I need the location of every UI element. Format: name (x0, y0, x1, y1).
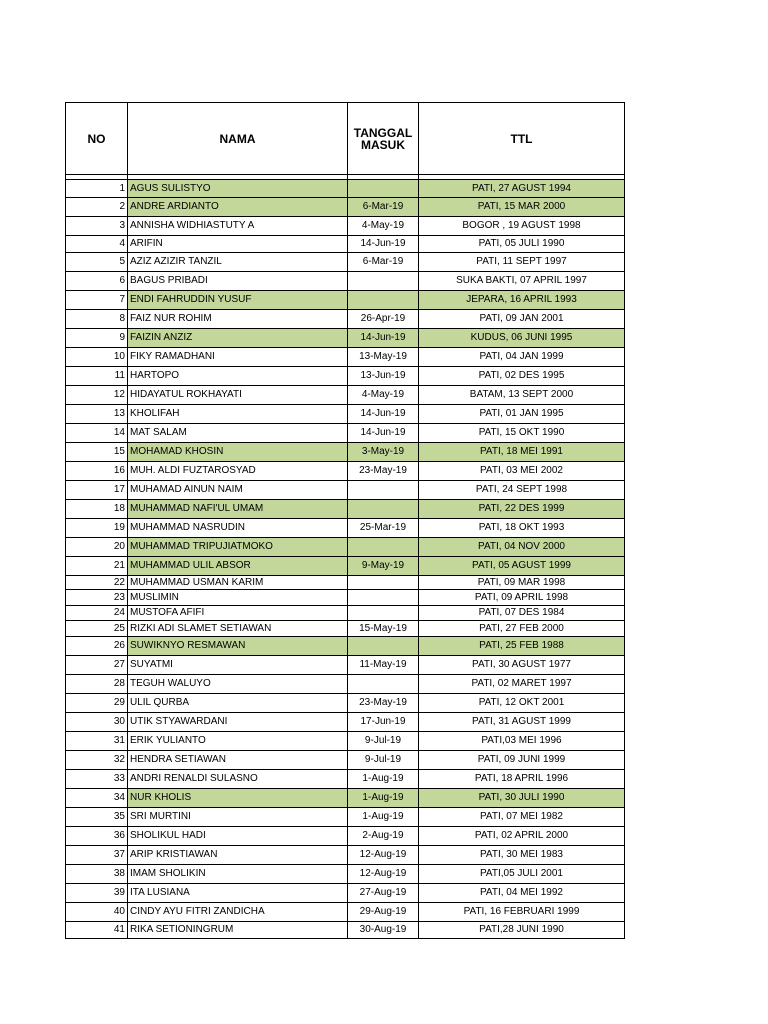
cell-tanggal-masuk: 30-Aug-19 (348, 922, 419, 939)
cell-no: 11 (66, 367, 128, 386)
table-row (66, 637, 625, 656)
table-row (66, 272, 625, 291)
table-row (66, 180, 625, 198)
cell-no: 22 (66, 576, 128, 590)
table-row (66, 713, 625, 732)
cell-ttl: PATI, 11 SEPT 1997 (419, 253, 625, 272)
cell-nama: MUHAMAD AINUN NAIM (128, 481, 348, 500)
table-row (66, 500, 625, 519)
table-body (66, 175, 625, 939)
cell-tanggal-masuk (348, 576, 419, 590)
cell-tanggal-masuk: 12-Aug-19 (348, 846, 419, 865)
cell-tanggal-masuk: 25-Mar-19 (348, 519, 419, 538)
cell-nama: MOHAMAD KHOSIN (128, 443, 348, 462)
table-row (66, 443, 625, 462)
cell-ttl: PATI, 30 MEI 1983 (419, 846, 625, 865)
cell-tanggal-masuk: 14-Jun-19 (348, 424, 419, 443)
cell-no: 15 (66, 443, 128, 462)
cell-ttl: PATI, 27 FEB 2000 (419, 621, 625, 637)
cell-ttl: PATI, 07 MEI 1982 (419, 808, 625, 827)
cell-no: 26 (66, 637, 128, 656)
cell-ttl: PATI, 02 APRIL 2000 (419, 827, 625, 846)
cell-ttl: PATI, 05 JULI 1990 (419, 236, 625, 253)
cell-no: 8 (66, 310, 128, 329)
cell-nama: FIKY RAMADHANI (128, 348, 348, 367)
cell-no: 6 (66, 272, 128, 291)
cell-ttl: PATI, 09 MAR 1998 (419, 576, 625, 590)
header-ttl: TTL (419, 103, 625, 175)
table-row (66, 827, 625, 846)
cell-tanggal-masuk: 26-Apr-19 (348, 310, 419, 329)
table-row (66, 903, 625, 922)
cell-no: 2 (66, 198, 128, 217)
table-row (66, 590, 625, 606)
cell-nama: NUR KHOLIS (128, 789, 348, 808)
header-row (66, 103, 625, 175)
cell-no: 40 (66, 903, 128, 922)
cell-ttl: PATI, 18 MEI 1991 (419, 443, 625, 462)
header-tanggal-line1: TANGGAL (353, 125, 413, 140)
cell-no: 1 (66, 180, 128, 198)
cell-no: 38 (66, 865, 128, 884)
cell-nama: MUH. ALDI FUZTAROSYAD (128, 462, 348, 481)
cell-tanggal-masuk: 2-Aug-19 (348, 827, 419, 846)
table-row (66, 732, 625, 751)
cell-ttl: PATI, 02 MARET 1997 (419, 675, 625, 694)
cell-no: 4 (66, 236, 128, 253)
table-row (66, 424, 625, 443)
cell-ttl: PATI, 31 AGUST 1999 (419, 713, 625, 732)
cell-nama: TEGUH WALUYO (128, 675, 348, 694)
table-row (66, 348, 625, 367)
cell-ttl: PATI,05 JULI 2001 (419, 865, 625, 884)
cell-tanggal-masuk (348, 291, 419, 310)
cell-ttl: PATI, 30 JULI 1990 (419, 789, 625, 808)
employee-table (65, 102, 625, 939)
cell-nama: ULIL QURBA (128, 694, 348, 713)
cell-tanggal-masuk (348, 500, 419, 519)
cell-no: 33 (66, 770, 128, 789)
cell-no: 18 (66, 500, 128, 519)
table-row (66, 694, 625, 713)
cell-nama: MUHAMMAD NASRUDIN (128, 519, 348, 538)
cell-ttl: PATI, 04 NOV 2000 (419, 538, 625, 557)
cell-tanggal-masuk: 4-May-19 (348, 217, 419, 236)
cell-nama: RIZKI ADI SLAMET SETIAWAN (128, 621, 348, 637)
cell-nama: ERIK YULIANTO (128, 732, 348, 751)
cell-nama: MAT SALAM (128, 424, 348, 443)
cell-nama: HARTOPO (128, 367, 348, 386)
cell-ttl: PATI,03 MEI 1996 (419, 732, 625, 751)
table-row (66, 310, 625, 329)
table-row (66, 198, 625, 217)
header-no: NO (66, 103, 128, 175)
cell-no: 9 (66, 329, 128, 348)
cell-nama: SUYATMI (128, 656, 348, 675)
header-nama: NAMA (128, 103, 348, 175)
cell-no: 23 (66, 590, 128, 606)
cell-ttl: PATI, 09 APRIL 1998 (419, 590, 625, 606)
cell-tanggal-masuk (348, 606, 419, 621)
cell-no: 5 (66, 253, 128, 272)
cell-no: 27 (66, 656, 128, 675)
cell-no: 10 (66, 348, 128, 367)
cell-nama: SUWIKNYO RESMAWAN (128, 637, 348, 656)
cell-ttl: PATI, 07 DES 1984 (419, 606, 625, 621)
cell-no: 21 (66, 557, 128, 576)
table-row (66, 367, 625, 386)
cell-no: 39 (66, 884, 128, 903)
table-row (66, 462, 625, 481)
cell-nama: UTIK STYAWARDANI (128, 713, 348, 732)
cell-ttl: PATI, 03 MEI 2002 (419, 462, 625, 481)
cell-ttl: PATI, 04 JAN 1999 (419, 348, 625, 367)
cell-ttl: PATI, 22 DES 1999 (419, 500, 625, 519)
table-row (66, 253, 625, 272)
cell-tanggal-masuk: 29-Aug-19 (348, 903, 419, 922)
cell-nama: MUHAMMAD NAFI'UL UMAM (128, 500, 348, 519)
cell-nama: SHOLIKUL HADI (128, 827, 348, 846)
cell-tanggal-masuk (348, 637, 419, 656)
table-row (66, 217, 625, 236)
cell-ttl: PATI, 16 FEBRUARI 1999 (419, 903, 625, 922)
cell-no: 3 (66, 217, 128, 236)
cell-no: 32 (66, 751, 128, 770)
cell-no: 7 (66, 291, 128, 310)
cell-tanggal-masuk: 14-Jun-19 (348, 329, 419, 348)
cell-tanggal-masuk: 9-Jul-19 (348, 751, 419, 770)
table-row (66, 291, 625, 310)
cell-nama: ARIFIN (128, 236, 348, 253)
cell-tanggal-masuk: 1-Aug-19 (348, 789, 419, 808)
cell-tanggal-masuk: 9-May-19 (348, 557, 419, 576)
table-row (66, 236, 625, 253)
cell-nama: AZIZ AZIZIR TANZIL (128, 253, 348, 272)
cell-no: 31 (66, 732, 128, 751)
table-row (66, 519, 625, 538)
table-row (66, 865, 625, 884)
cell-no: 24 (66, 606, 128, 621)
cell-no: 30 (66, 713, 128, 732)
cell-tanggal-masuk: 13-Jun-19 (348, 367, 419, 386)
cell-nama: BAGUS PRIBADI (128, 272, 348, 291)
cell-nama: AGUS SULISTYO (128, 180, 348, 198)
header-tanggal-masuk (348, 103, 419, 175)
cell-no: 19 (66, 519, 128, 538)
cell-tanggal-masuk: 23-May-19 (348, 462, 419, 481)
table-row (66, 846, 625, 865)
cell-ttl: JEPARA, 16 APRIL 1993 (419, 291, 625, 310)
cell-tanggal-masuk (348, 675, 419, 694)
cell-nama: MUHAMMAD ULIL ABSOR (128, 557, 348, 576)
cell-ttl: BATAM, 13 SEPT 2000 (419, 386, 625, 405)
cell-no: 25 (66, 621, 128, 637)
table-row (66, 770, 625, 789)
cell-tanggal-masuk: 1-Aug-19 (348, 808, 419, 827)
cell-tanggal-masuk: 17-Jun-19 (348, 713, 419, 732)
cell-nama: ENDI FAHRUDDIN YUSUF (128, 291, 348, 310)
cell-ttl: PATI, 24 SEPT 1998 (419, 481, 625, 500)
cell-nama: HIDAYATUL ROKHAYATI (128, 386, 348, 405)
cell-tanggal-masuk: 14-Jun-19 (348, 405, 419, 424)
cell-tanggal-masuk: 12-Aug-19 (348, 865, 419, 884)
cell-tanggal-masuk: 9-Jul-19 (348, 732, 419, 751)
cell-tanggal-masuk: 23-May-19 (348, 694, 419, 713)
cell-ttl: PATI, 05 AGUST 1999 (419, 557, 625, 576)
table-row (66, 386, 625, 405)
cell-nama: ITA LUSIANA (128, 884, 348, 903)
cell-nama: MUHAMMAD USMAN KARIM (128, 576, 348, 590)
cell-ttl: PATI, 25 FEB 1988 (419, 637, 625, 656)
cell-ttl: PATI, 01 JAN 1995 (419, 405, 625, 424)
cell-no: 17 (66, 481, 128, 500)
cell-no: 12 (66, 386, 128, 405)
cell-no: 34 (66, 789, 128, 808)
cell-nama: ARIP KRISTIAWAN (128, 846, 348, 865)
cell-tanggal-masuk: 27-Aug-19 (348, 884, 419, 903)
cell-tanggal-masuk: 6-Mar-19 (348, 253, 419, 272)
cell-tanggal-masuk: 15-May-19 (348, 621, 419, 637)
cell-tanggal-masuk (348, 590, 419, 606)
cell-nama: ANDRE ARDIANTO (128, 198, 348, 217)
cell-no: 28 (66, 675, 128, 694)
cell-no: 20 (66, 538, 128, 557)
table-row (66, 606, 625, 621)
cell-tanggal-masuk: 13-May-19 (348, 348, 419, 367)
cell-ttl: PATI, 02 DES 1995 (419, 367, 625, 386)
cell-tanggal-masuk (348, 272, 419, 291)
cell-no: 14 (66, 424, 128, 443)
cell-nama: MUHAMMAD TRIPUJIATMOKO (128, 538, 348, 557)
cell-ttl: SUKA BAKTI, 07 APRIL 1997 (419, 272, 625, 291)
cell-ttl: PATI,28 JUNI 1990 (419, 922, 625, 939)
table-row (66, 405, 625, 424)
table-row (66, 675, 625, 694)
table-row (66, 922, 625, 939)
cell-tanggal-masuk: 14-Jun-19 (348, 236, 419, 253)
table-row (66, 576, 625, 590)
table-row (66, 557, 625, 576)
cell-tanggal-masuk (348, 538, 419, 557)
cell-nama: ANNISHA WIDHIASTUTY A (128, 217, 348, 236)
cell-ttl: PATI, 30 AGUST 1977 (419, 656, 625, 675)
cell-nama: ANDRI RENALDI SULASNO (128, 770, 348, 789)
cell-ttl: PATI, 04 MEI 1992 (419, 884, 625, 903)
table-row (66, 884, 625, 903)
cell-ttl: PATI, 15 OKT 1990 (419, 424, 625, 443)
cell-ttl: PATI, 09 JAN 2001 (419, 310, 625, 329)
cell-tanggal-masuk (348, 481, 419, 500)
cell-no: 41 (66, 922, 128, 939)
cell-ttl: PATI, 12 OKT 2001 (419, 694, 625, 713)
cell-no: 16 (66, 462, 128, 481)
cell-no: 29 (66, 694, 128, 713)
cell-nama: MUSLIMIN (128, 590, 348, 606)
cell-nama: RIKA SETIONINGRUM (128, 922, 348, 939)
cell-ttl: PATI, 09 JUNI 1999 (419, 751, 625, 770)
cell-nama: SRI MURTINI (128, 808, 348, 827)
table-row (66, 808, 625, 827)
cell-ttl: PATI, 18 OKT 1993 (419, 519, 625, 538)
table-row (66, 621, 625, 637)
cell-tanggal-masuk: 11-May-19 (348, 656, 419, 675)
header-tanggal-line2: MASUK (361, 137, 405, 152)
cell-tanggal-masuk (348, 180, 419, 198)
cell-tanggal-masuk: 1-Aug-19 (348, 770, 419, 789)
cell-ttl: KUDUS, 06 JUNI 1995 (419, 329, 625, 348)
cell-ttl: PATI, 27 AGUST 1994 (419, 180, 625, 198)
table-row (66, 656, 625, 675)
table-row (66, 538, 625, 557)
cell-ttl: PATI, 18 APRIL 1996 (419, 770, 625, 789)
table-row (66, 789, 625, 808)
cell-no: 37 (66, 846, 128, 865)
table-row (66, 481, 625, 500)
cell-no: 35 (66, 808, 128, 827)
cell-ttl: PATI, 15 MAR 2000 (419, 198, 625, 217)
cell-tanggal-masuk: 6-Mar-19 (348, 198, 419, 217)
cell-nama: FAIZIN ANZIZ (128, 329, 348, 348)
cell-nama: MUSTOFA AFIFI (128, 606, 348, 621)
cell-tanggal-masuk: 4-May-19 (348, 386, 419, 405)
cell-no: 36 (66, 827, 128, 846)
table-row (66, 329, 625, 348)
cell-nama: IMAM SHOLIKIN (128, 865, 348, 884)
cell-nama: HENDRA SETIAWAN (128, 751, 348, 770)
cell-nama: FAIZ NUR ROHIM (128, 310, 348, 329)
cell-no: 13 (66, 405, 128, 424)
cell-nama: KHOLIFAH (128, 405, 348, 424)
cell-tanggal-masuk: 3-May-19 (348, 443, 419, 462)
table-row (66, 751, 625, 770)
cell-ttl: BOGOR , 19 AGUST 1998 (419, 217, 625, 236)
cell-nama: CINDY AYU FITRI ZANDICHA (128, 903, 348, 922)
